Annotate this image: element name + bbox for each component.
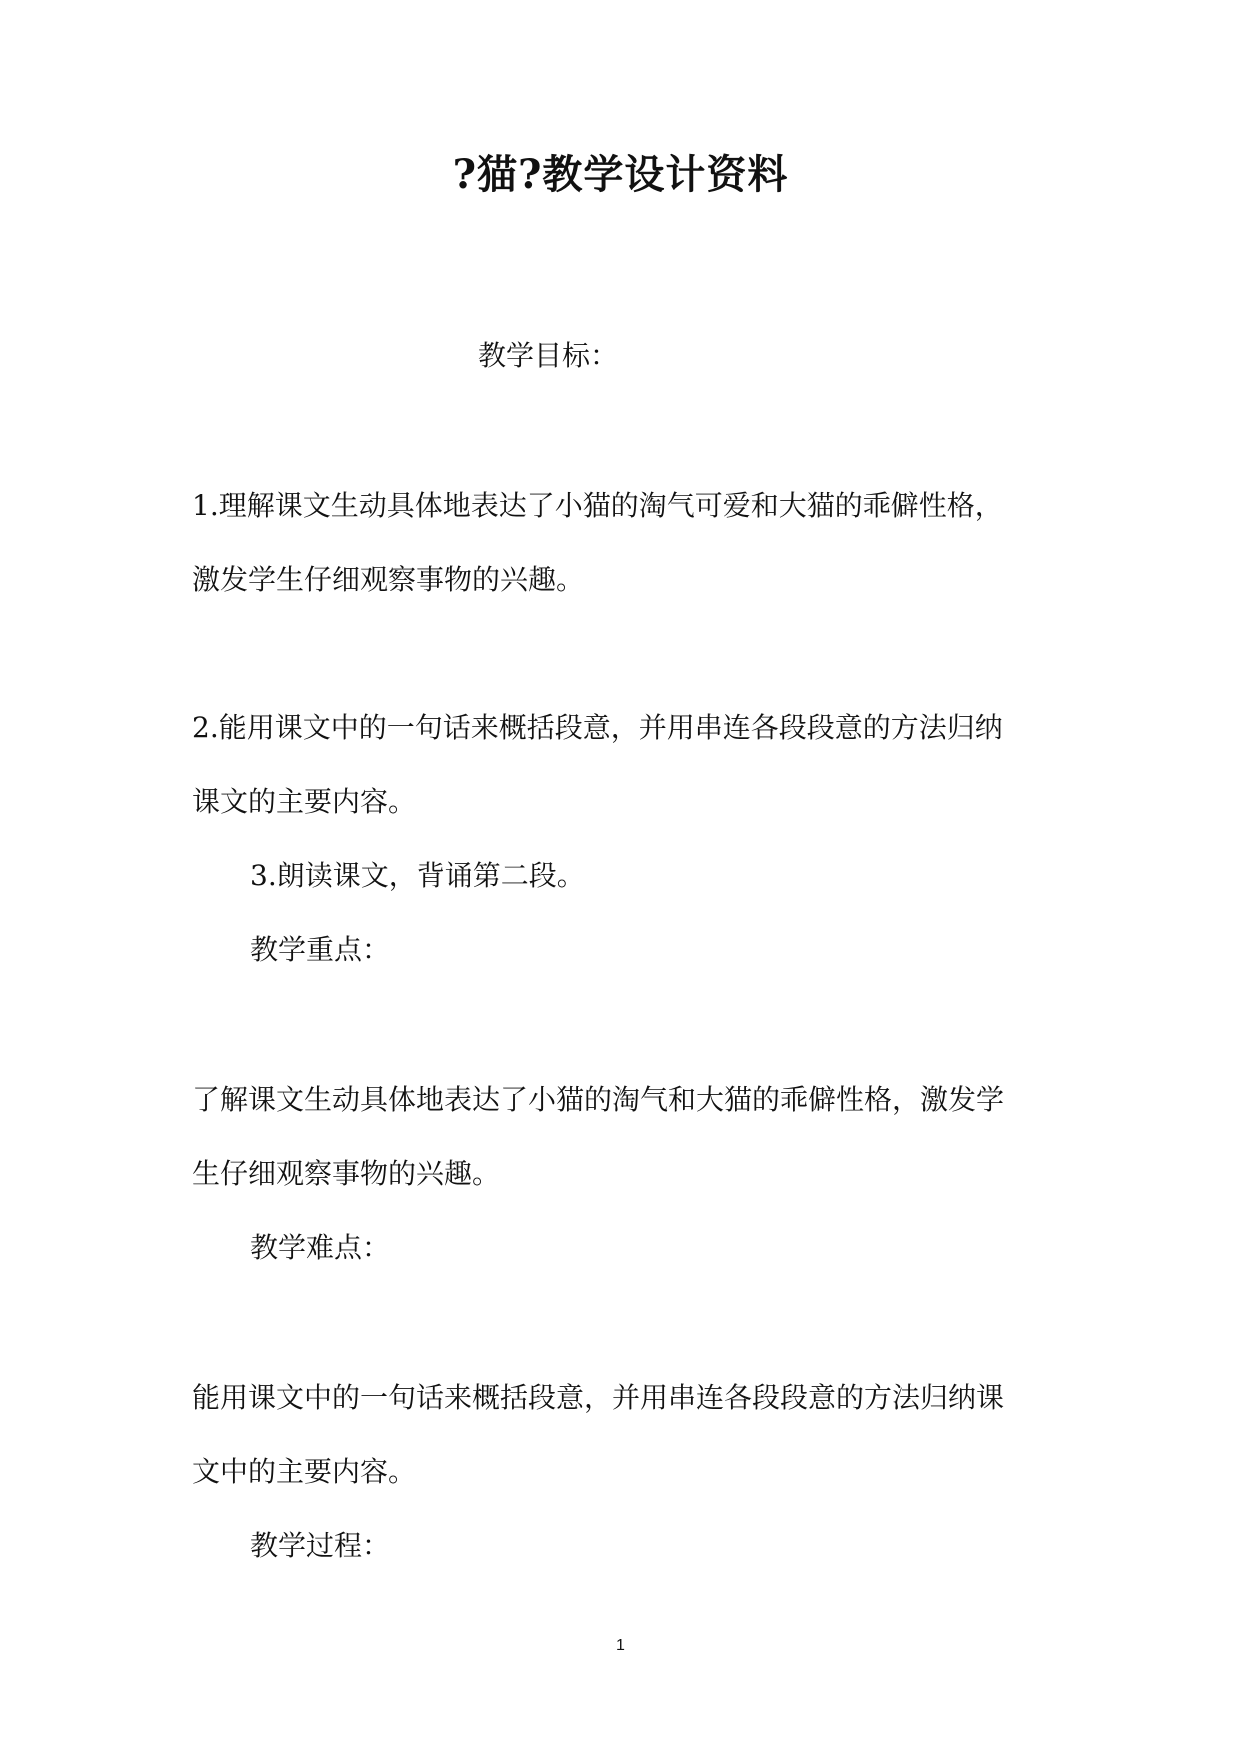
objective-1-line-1: 1.理解课文生动具体地表达了小猫的淘气可爱和大猫的乖僻性格， [192,489,1003,522]
process-heading: 教学过程： [250,1529,391,1562]
objective-2-line-2: 课文的主要内容。 [192,785,417,818]
key-points-heading: 教学重点： [250,933,391,966]
document-title: ?猫?教学设计资料 [452,151,789,198]
objective-2-line-1: 2.能用课文中的一句话来概括段意，并用串连各段段意的方法归纳 [192,711,1003,744]
page-number: 1 [616,1637,625,1654]
difficulties-line-2: 文中的主要内容。 [192,1455,417,1488]
objective-1-line-2: 激发学生仔细观察事物的兴趣。 [192,563,585,596]
objectives-heading: 教学目标： [478,339,619,372]
key-points-line-1: 了解课文生动具体地表达了小猫的淘气和大猫的乖僻性格，激发学 [192,1083,1005,1116]
difficulties-heading: 教学难点： [250,1231,391,1264]
key-points-line-2: 生仔细观察事物的兴趣。 [192,1157,501,1190]
difficulties-line-1: 能用课文中的一句话来概括段意，并用串连各段段意的方法归纳课 [192,1381,1005,1414]
objective-3: 3.朗读课文，背诵第二段。 [250,859,585,892]
